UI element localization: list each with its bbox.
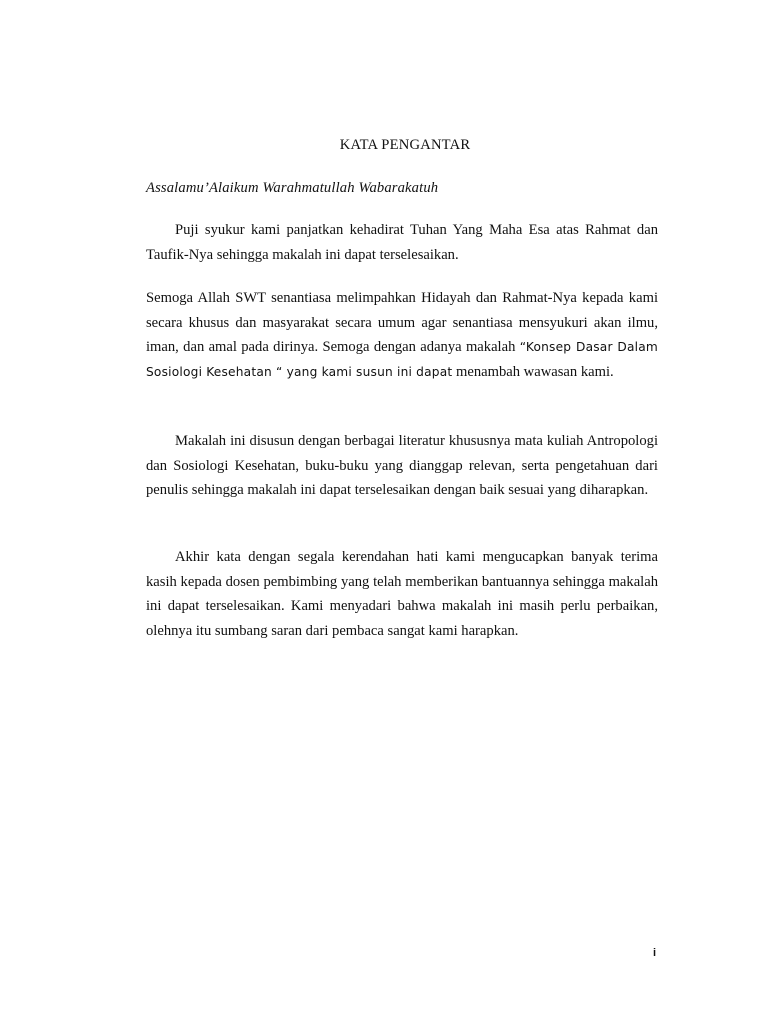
paragraph-prayer: [146, 286, 658, 384]
paper-title-quote: “Konsep Dasar Dalam Sosiologi Kesehatan “ yang kami susun ini dapat: [146, 340, 659, 379]
paragraph-prayer-text: Semoga Allah SWT senantiasa melimpahkan Hidayah dan Rahmat-Nya kepada kami secara khusus dan masyarakat secara umum agar senantiasa mensyukuri akan ilmu, iman, dan amal pada dirinya. Semoga dengan adanya makalah: [146, 290, 658, 355]
page-title: KATA PENGANTAR: [339, 137, 471, 153]
paragraph-prayer-ending: menambah wawasan kami.: [452, 363, 614, 380]
page-number: i: [653, 947, 657, 959]
paragraph-sources: Makalah ini disusun dengan berbagai literatur khususnya mata kuliah Antropologi dan Sosiologi Kesehatan, buku-buku yang dianggap relevan, serta pengetahuan dari penulis sehingga makalah ini dapat terselesaikan dengan baik sesuai yang diharapkan.: [146, 433, 658, 498]
paragraph-gratitude: Puji syukur kami panjatkan kehadirat Tuhan Yang Maha Esa atas Rahmat dan Taufik-Nya sehingga makalah ini dapat terselesaikan.: [146, 222, 658, 263]
paragraph-closing: Akhir kata dengan segala kerendahan hati kami mengucapkan banyak terima kasih kepada dosen pembimbing yang telah memberikan bantuannya sehingga makalah ini dapat terselesaikan. Kami menyadari bahwa makalah ini masih perlu perbaikan, olehnya itu sumbang saran dari pembaca sangat kami harapkan.: [146, 549, 658, 639]
greeting-text: Assalamu’Alaikum Warahmatullah Wabarakatuh: [146, 180, 439, 196]
